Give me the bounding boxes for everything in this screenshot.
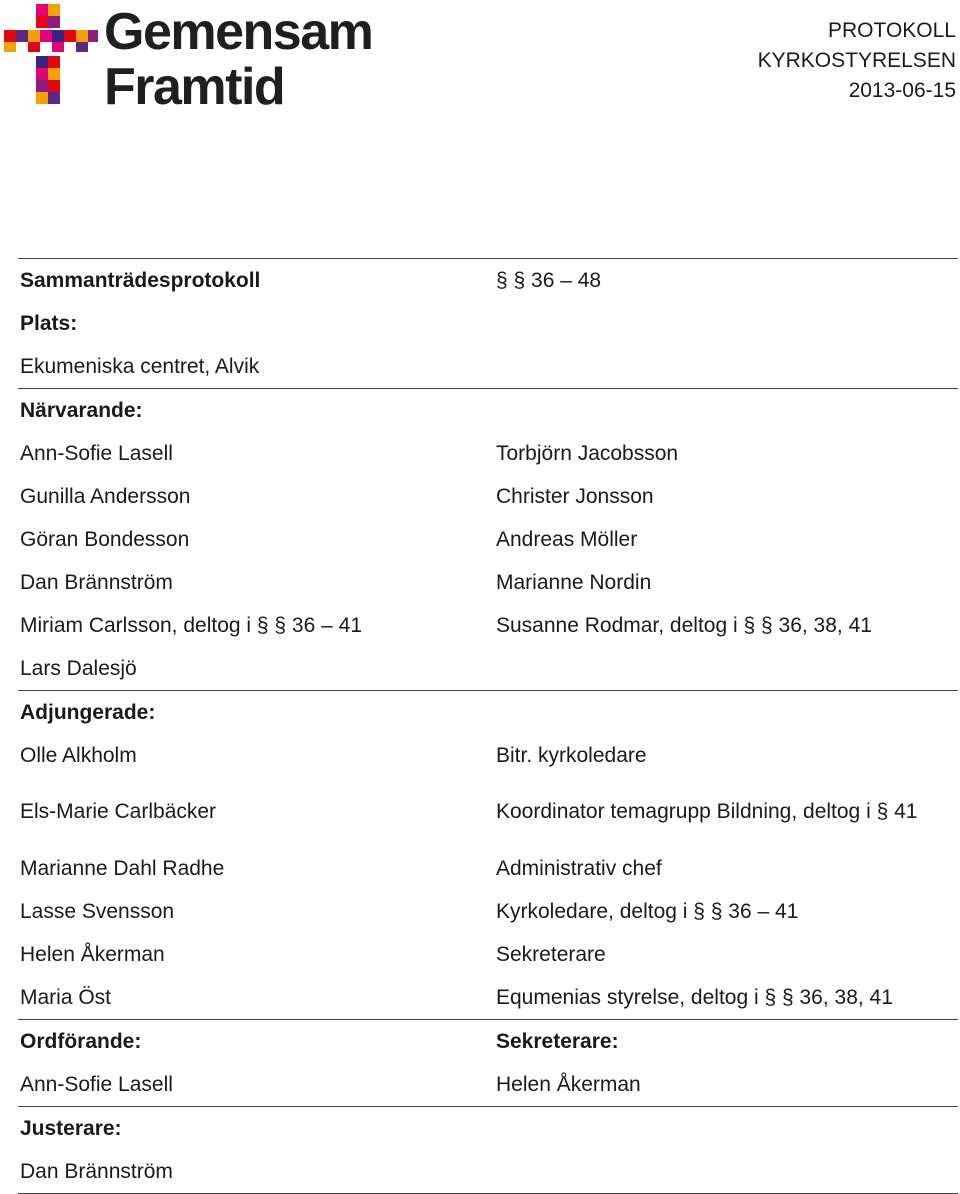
adjunct-role: Koordinator temagrupp Bildning, deltog i § 41	[496, 800, 918, 823]
plats-label-row	[18, 302, 958, 345]
title-row	[18, 259, 958, 302]
adjunct-role: Kyrkoledare, deltog i § § 36 – 41	[496, 899, 799, 923]
adjunct-name: Marianne Dahl Radhe	[20, 856, 225, 880]
adjunct-role: Administrativ chef	[496, 856, 662, 880]
attendee-row	[18, 604, 958, 647]
attendee-name: Lars Dalesjö	[20, 656, 137, 680]
title-section	[18, 258, 958, 388]
adjunct-name: Helen Åkerman	[20, 942, 165, 966]
adjunct-row	[18, 734, 958, 777]
justerare-section	[18, 1106, 958, 1194]
plats-label: Plats:	[20, 311, 78, 335]
protocol-title: Sammanträdesprotokoll	[20, 268, 261, 292]
adjunct-role: Sekreterare	[496, 942, 606, 966]
attendee-name: Andreas Möller	[496, 527, 638, 551]
protocol-table	[18, 258, 958, 1194]
attendee-name: Susanne Rodmar, deltog i § § 36, 38, 41	[496, 613, 872, 637]
adjungerade-label-row	[18, 691, 958, 734]
document-header	[758, 16, 956, 106]
adjunct-row	[18, 976, 958, 1019]
attendee-name: Marianne Nordin	[496, 570, 652, 594]
attendee-row	[18, 647, 958, 690]
paragraph-range: § § 36 – 48	[496, 268, 602, 292]
logo-line-1: Gemensam	[104, 3, 373, 61]
plats-value: Ekumeniska centret, Alvik	[20, 354, 260, 378]
attendee-name: Miriam Carlsson, deltog i § § 36 – 41	[20, 613, 362, 637]
attendee-row	[18, 561, 958, 604]
adjunct-role: Bitr. kyrkoledare	[496, 743, 647, 767]
adjunct-row	[18, 890, 958, 933]
doc-type: PROTOKOLL	[828, 19, 956, 42]
signature-labels-row	[18, 1020, 958, 1063]
attendee-row	[18, 475, 958, 518]
cross-mosaic-icon	[0, 0, 100, 118]
ordforande-label: Ordförande:	[20, 1029, 142, 1053]
attendee-name: Göran Bondesson	[20, 527, 190, 551]
narvarande-label: Närvarande:	[20, 398, 143, 422]
ordforande-name: Ann-Sofie Lasell	[20, 1072, 173, 1096]
adjunct-name: Lasse Svensson	[20, 899, 175, 923]
adjunct-row	[18, 777, 958, 847]
logo	[0, 0, 380, 118]
justerare-label-row	[18, 1107, 958, 1150]
logo-line-2: Framtid	[104, 58, 285, 116]
attendee-name: Ann-Sofie Lasell	[20, 441, 173, 465]
attendee-name: Torbjörn Jacobsson	[496, 441, 679, 465]
sekreterare-label: Sekreterare:	[496, 1029, 619, 1053]
attendee-row	[18, 518, 958, 561]
adjungerade-section	[18, 690, 958, 1019]
doc-organization: KYRKOSTYRELSEN	[757, 49, 956, 72]
plats-value-row	[18, 345, 958, 388]
signature-names-row	[18, 1063, 958, 1106]
sekreterare-name: Helen Åkerman	[496, 1072, 641, 1096]
signatures-section	[18, 1019, 958, 1106]
adjunct-role: Equmenias styrelse, deltog i § § 36, 38, 41	[496, 985, 893, 1009]
adjunct-row	[18, 933, 958, 976]
doc-date: 2013-06-15	[848, 79, 956, 102]
adjunct-name: Maria Öst	[20, 985, 112, 1009]
justerare-label: Justerare:	[20, 1116, 122, 1140]
attendee-name: Gunilla Andersson	[20, 484, 191, 508]
adjunct-row	[18, 847, 958, 890]
attendee-name: Christer Jonsson	[496, 484, 654, 508]
adjunct-name: Olle Alkholm	[20, 743, 137, 767]
logo-wordmark	[104, 3, 373, 116]
attendee-row	[18, 432, 958, 475]
narvarande-section	[18, 388, 958, 690]
adjunct-name: Els-Marie Carlbäcker	[20, 800, 217, 823]
adjungerade-label: Adjungerade:	[20, 700, 156, 724]
narvarande-label-row	[18, 389, 958, 432]
justerare-name-row	[18, 1150, 958, 1193]
justerare-name: Dan Brännström	[20, 1159, 173, 1183]
attendee-name: Dan Brännström	[20, 570, 173, 594]
